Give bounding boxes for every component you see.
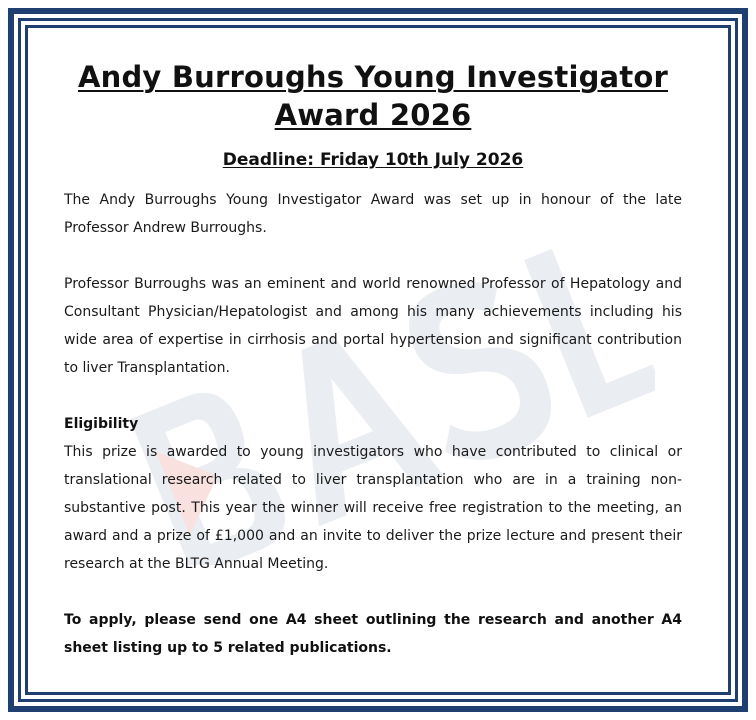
bio-paragraph: Professor Burroughs was an eminent and world renowned Professor of Hepatology and Consultant Physician/Hepatologist and among his many achievements including his wide area of expertise in cirrhosis and portal hypertension and significant contribution to liver Transplantation. <box>64 276 682 376</box>
apply-instructions: To apply, please send one A4 sheet outlining the research and another A4 sheet listing up to 5 related publications. <box>64 612 682 656</box>
eligibility-paragraph: This prize is awarded to young investigators who have contributed to clinical or translational research related to liver transplantation who are in a training non-substantive post. This year the winner will receive free registration to the meeting, an award and a prize of £1,000 and an invite to deliver the prize lecture and present their research at the BLTG Annual Meeting. <box>64 444 682 572</box>
eligibility-heading: Eligibility <box>64 416 139 432</box>
intro-paragraph: The Andy Burroughs Young Investigator Award was set up in honour of the late Professor Andrew Burroughs. <box>64 192 682 236</box>
page-title: Andy Burroughs Young Investigator Award 2026 <box>77 60 669 132</box>
document-body <box>64 58 682 662</box>
deadline-heading: Deadline: Friday 10th July 2026 <box>222 150 524 170</box>
